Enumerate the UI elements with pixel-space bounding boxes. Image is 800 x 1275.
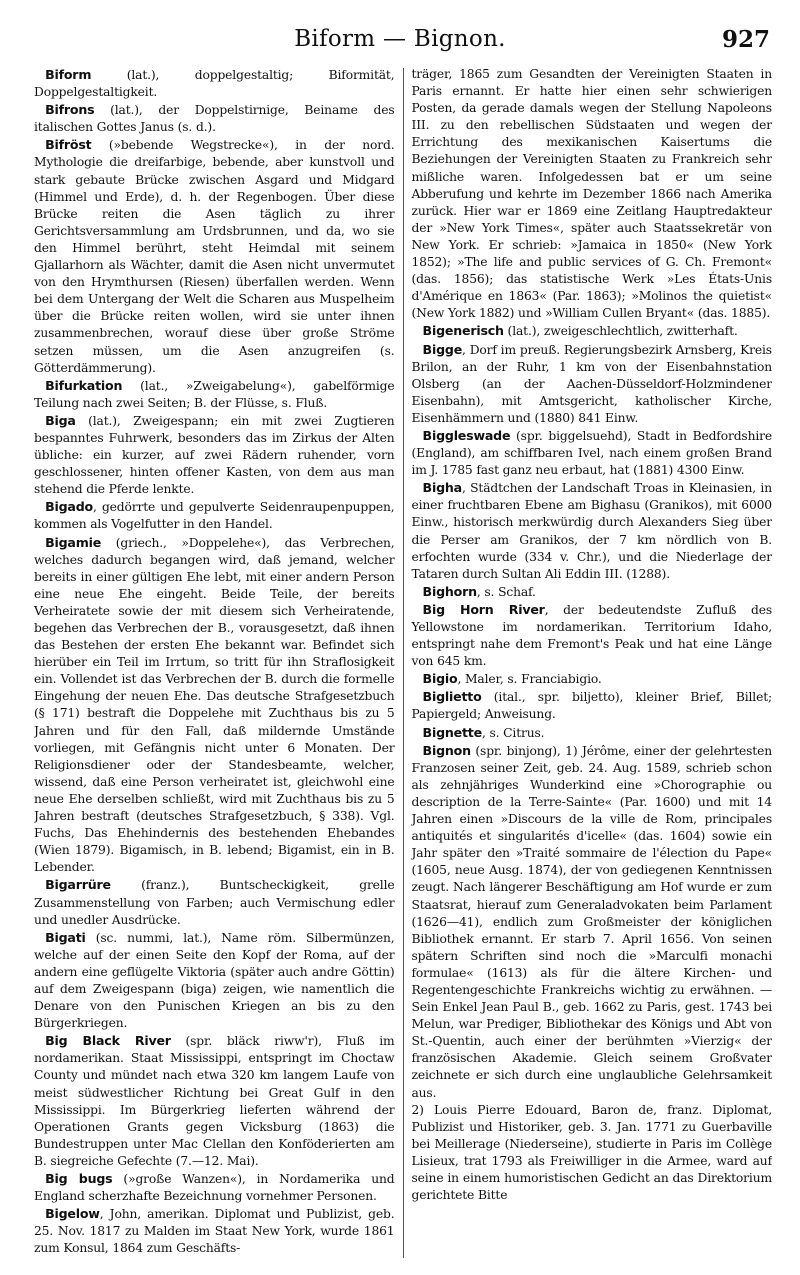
page-header bbox=[30, 26, 770, 58]
dictionary-entry bbox=[411, 583, 772, 601]
entry-text: , Dorf im preuß. Regierungsbezirk Arnsberg, Kreis Brilon, an der Ruhr, 1 km von der Eisenbahnstation Olsberg (an der Aachen-Düsseldorf-Holzmindener Eisenbahn), mit Amtsgericht, katholischer Kirche, Eisenhämmern und (1880) 841 Einw. bbox=[411, 342, 772, 425]
entry-headword: Bigio bbox=[422, 671, 458, 687]
dictionary-entry bbox=[34, 1170, 395, 1205]
entry-text: (»große Wanzen«), in Nordamerika und England scherzhafte Bezeichnung vornehmer Personen. bbox=[34, 1172, 395, 1204]
dictionary-entry bbox=[34, 377, 395, 412]
entry-headword: Bigarrüre bbox=[45, 877, 111, 893]
entry-text: (lat.), zweigeschlechtlich, zwitterhaft. bbox=[503, 324, 738, 339]
entry-headword: Bighorn bbox=[422, 583, 477, 599]
entry-text: (»bebende Wegstrecke«), in der nord. Mythologie die dreifarbige, bebende, aber kunstvoll und stark gebaute Brücke zwischen Asgard und Midgard (Himmel und Erde), d. h. der Regenbogen. Über diese Brücke reiten die Asen täglich zu ihrer Gerichtsversammlung am Urdsbrunnen, und da, wo sie den Himmel berührt, steht Heimdal mit seinem Gjallarhorn als Wächter, damit die Asen nicht unvermutet von den Hrymthursen (Riesen) überfallen werden. Wenn bei dem Untergang der Welt die Scharen aus Muspelheim über die Brücke reiten wollen, wird sie unter ihnen zusammenbrechen, worauf diese über große Ströme setzen müssen, um die Asen anzugreifen (s. Götterdämmerung). bbox=[34, 138, 395, 375]
dictionary-entry bbox=[34, 498, 395, 533]
entry-text: , s. Schaf. bbox=[476, 584, 536, 599]
entry-headword: Bigati bbox=[45, 929, 86, 945]
entry-headword: Big Horn River bbox=[422, 601, 545, 617]
right-column bbox=[411, 66, 772, 1261]
entry-headword: Bignette bbox=[422, 724, 482, 740]
entry-text: (lat., »Zweigabelung«), gabelförmige Teilung nach zwei Seiten; B. der Flüsse, s. Fluß. bbox=[34, 378, 395, 410]
entry-text: (franz.), Buntscheckigkeit, grelle Zusammenstellung von Farben; auch Vermischung edler und unedler Ausdrücke. bbox=[34, 878, 395, 927]
entry-text: , Städtchen der Landschaft Troas in Kleinasien, in einer fruchtbaren Ebene am Bighasu (Granikos), mit 6000 Einw., historisch merkwürdig durch Alexanders Sieg über die Perser am Granikos, der 7 km nördlich von B. erfochten wurde (334 v. Chr.), und die Niederlage der Tataren durch Sultan Ali Eddin III. (1288). bbox=[411, 481, 772, 581]
dictionary-entry bbox=[411, 66, 772, 322]
entry-text: (spr. biggelsuehd), Stadt in Bedfordshire (England), am schiffbaren Ivel, nach einem großen Brand im J. 1785 fast ganz neu erbaut, hat (1881) 4300 Einw. bbox=[411, 428, 772, 478]
dictionary-entry bbox=[34, 101, 395, 136]
entry-text: , der bedeutendste Zufluß des Yellowstone im nordamerikan. Territorium Idaho, entspringt nahe dem Fremont's Peak und hat eine Länge von 645 km. bbox=[411, 602, 772, 669]
entry-text: , gedörrte und gepulverte Seidenraupenpuppen, kommen als Vogelfutter in den Handel. bbox=[34, 500, 395, 532]
dictionary-entry bbox=[411, 724, 772, 742]
entry-text: (sc. nummi, lat.), Name röm. Silbermünzen, welche auf der einen Seite den Kopf der Roma, auf der andern eine geflügelte Viktoria (später auch andre Göttin) auf dem Zweigespann (biga) zeigen, wie namentlich die Denare von den Punischen Kriegen an bis zu den Bürgerkriegen. bbox=[34, 930, 395, 1031]
entry-headword: Big bugs bbox=[45, 1171, 113, 1186]
running-title: Biform — Bignon. bbox=[294, 26, 506, 52]
entry-headword: Bigha bbox=[422, 480, 462, 496]
entry-text: , Maler, s. Franciabigio. bbox=[457, 672, 602, 687]
entry-headword: Biga bbox=[45, 412, 76, 428]
dictionary-entry bbox=[411, 688, 772, 723]
entry-headword: Bigelow bbox=[45, 1206, 100, 1222]
dictionary-entry bbox=[411, 601, 772, 670]
dictionary-entry bbox=[411, 322, 772, 340]
entry-text: (lat.), doppelgestaltig; Biformität, Doppelgestaltigkeit. bbox=[34, 68, 395, 100]
dictionary-entry bbox=[411, 1102, 772, 1205]
entry-headword: Bigenerisch bbox=[422, 323, 504, 339]
entry-text: (lat.), Zweigespann; ein mit zwei Zugtieren bespanntes Fuhrwerk, besonders das im Zirkus der Alten übliche: ein kurzer, auf zwei Rädern ruhender, vorn geschlossener, hinten offener Kasten, von dem aus man stehend die Pferde lenkte. bbox=[34, 413, 395, 497]
entry-text: träger, 1865 zum Gesandten der Vereinigten Staaten in Paris ernannt. Er hatte hier einen sehr schwierigen Posten, da gerade damals wegen der Stellung Napoleons III. zu den rebellischen Südstaaten und wegen der Errichtung des mexikanischen Kaisertums die Beziehungen der Vereinigten Staaten zu Frankreich sehr mißliche waren. Infolgedessen bat er um seine Abberufung und kehrte im Dezember 1866 nach Amerika zurück. Hier war er 1869 eine Zeitlang Hauptredakteur der »New York Times«, später auch Staatssekretär von New York. Er schrieb: »Jamaica in 1850« (New York 1852); »The life and public services of G. Ch. Fremont« (das. 1856); das statistische Werk »Les États-Unis d'Amérique en 1863« (Par. 1863); »Molinos the quietist« (New York 1882) und »William Cullen Bryant« (das. 1885). bbox=[411, 67, 772, 321]
entry-text: (spr. binjong), 1) Jérôme, einer der gelehrtesten Franzosen seiner Zeit, geb. 24. Aug. 1589, schrieb schon als zehnjähriges Wunderkind eine »Chorographie ou description de la Terre-Sainte« (Par. 1600) und mit 14 Jahren einen »Discours de la ville de Rom, principales antiquités et singularités d'icelle« (das. 1604) sowie ein Jahr später den »Traité sommaire de l'élection du Pape« (1605, neue Ausg. 1874), der von gediegenen Kenntnissen zeugt. Nach längerer Beschäftigung am Hof wurde er zum Staatsrat, hierauf zum Generaladvokaten beim Parlament (1626—41), endlich zum Großmeister der königlichen Bibliothek ernannt. Er starb 7. April 1656. Von seinen spätern Schriften sind noch die »Marculfi monachi formulae« (1613) als für die ältere Kirchen- und Regentengeschichte Frankreichs wichtig zu erwähnen. — Sein Enkel Jean Paul B., geb. 1662 zu Paris, gest. 1743 bei Melun, war Prediger, Bibliothekar des Königs und Abt von St.-Quentin, auch einer der berühmten »Vierzig« der französischen Akademie. Gleich seinem Großvater zeichnete er sich durch eine unglaubliche Gelehrsamkeit aus. bbox=[411, 743, 772, 1100]
dictionary-entry bbox=[34, 412, 395, 498]
dictionary-entry bbox=[34, 1205, 395, 1257]
entry-text: (spr. bläck riww'r), Fluß im nordamerikan. Staat Mississippi, entspringt im Choctaw County und mündet nach etwa 320 km langem Laufe von meist südwestlicher Richtung bei Great Gulf in den Mississippi. Im Bürgerkrieg lieferten während der Operationen Grants gegen Vicksburg (1863) die Bundestruppen unter Mac Clellan den Konföderierten am B. siegreiche Gefechte (7.—12. Mai). bbox=[34, 1034, 395, 1168]
entry-headword: Bifrons bbox=[45, 102, 95, 118]
entry-headword: Biglietto bbox=[422, 689, 482, 705]
text-columns bbox=[34, 66, 772, 1261]
page-number: 927 bbox=[721, 26, 770, 53]
dictionary-entry bbox=[411, 427, 772, 479]
entry-text: 2) Louis Pierre Edouard, Baron de, franz. Diplomat, Publizist und Historiker, geb. 3. Jan. 1771 zu Guerbaville bei Meillerage (Niederseine), studierte in Paris im Collège Lisieux, trat 1793 als Freiwilliger in die Armee, ward auf seine in einem humoristischen Gedicht an das Direktorium gerichtete Bitte bbox=[411, 1102, 772, 1203]
entry-headword: Bigamie bbox=[45, 534, 102, 550]
dictionary-entry bbox=[411, 341, 772, 427]
dictionary-entry bbox=[34, 66, 395, 101]
entry-text: , John, amerikan. Diplomat und Publizist, geb. 25. Nov. 1817 zu Malden im Staat New York, wurde 1861 zum Konsul, 1864 zum Geschäfts- bbox=[34, 1207, 395, 1256]
dictionary-entry bbox=[34, 1032, 395, 1170]
entry-text: , s. Citrus. bbox=[481, 725, 545, 740]
entry-headword: Bignon bbox=[422, 742, 471, 758]
entry-headword: Bifurkation bbox=[45, 377, 123, 393]
dictionary-entry bbox=[34, 876, 395, 928]
entry-headword: Bigado bbox=[45, 499, 93, 515]
dictionary-entry bbox=[34, 929, 395, 1033]
left-column bbox=[34, 66, 395, 1261]
dictionary-entry bbox=[411, 670, 772, 688]
dictionary-entry bbox=[411, 479, 772, 583]
dictionary-entry bbox=[34, 534, 395, 877]
dictionary-entry bbox=[411, 742, 772, 1102]
dictionary-entry bbox=[34, 136, 395, 376]
entry-text: (lat.), der Doppelstirnige, Beiname des italischen Gottes Janus (s. d.). bbox=[34, 103, 395, 135]
column-divider bbox=[403, 68, 404, 1258]
entry-headword: Biggleswade bbox=[422, 427, 511, 443]
entry-headword: Big Black River bbox=[45, 1033, 171, 1049]
entry-headword: Bifröst bbox=[45, 137, 92, 153]
entry-text: (ital., spr. biljetto), kleiner Brief, Billet; Papiergeld; Anweisung. bbox=[411, 690, 772, 722]
entry-text: (griech., »Doppelehe«), das Verbrechen, welches dadurch begangen wird, daß jemand, welcher bereits in einer gültigen Ehe lebt, mit einer andern Person eine neue Ehe eingeht. Beide Teile, der bereits Verheiratete sowie der mit diesem sich Verheiratende, begehen das Verbrechen der B., vorausgesetzt, daß ihnen das Bestehen der ersten Ehe bekannt war. Befindet sich hierüber ein Teil im Irrtum, so tritt für ihn Straflosigkeit ein. Vollendet ist das Verbrechen der B. durch die formelle Eingehung der neuen Ehe. Das deutsche Strafgesetzbuch (§ 171) bestraft die Doppelehe mit Zuchthaus bis zu 5 Jahren und für den Fall, daß mildernde Umstände vorliegen, mit Gefängnis nicht unter 6 Monaten. Der Religionsdiener oder der Standesbeamte, welcher, wissend, daß eine Person verheiratet ist, gleichwohl eine neue Ehe derselben schließt, wird mit Zuchthaus bis zu 5 Jahren bestraft (deutsches Strafgesetzbuch, § 338). Vgl. Fuchs, Das Ehehindernis des bestehenden Ehebandes (Wien 1879). Bigamisch, in B. lebend; Bigamist, ein in B. Lebender. bbox=[34, 535, 395, 875]
entry-headword: Biform bbox=[45, 67, 92, 82]
entry-headword: Bigge bbox=[422, 341, 463, 357]
